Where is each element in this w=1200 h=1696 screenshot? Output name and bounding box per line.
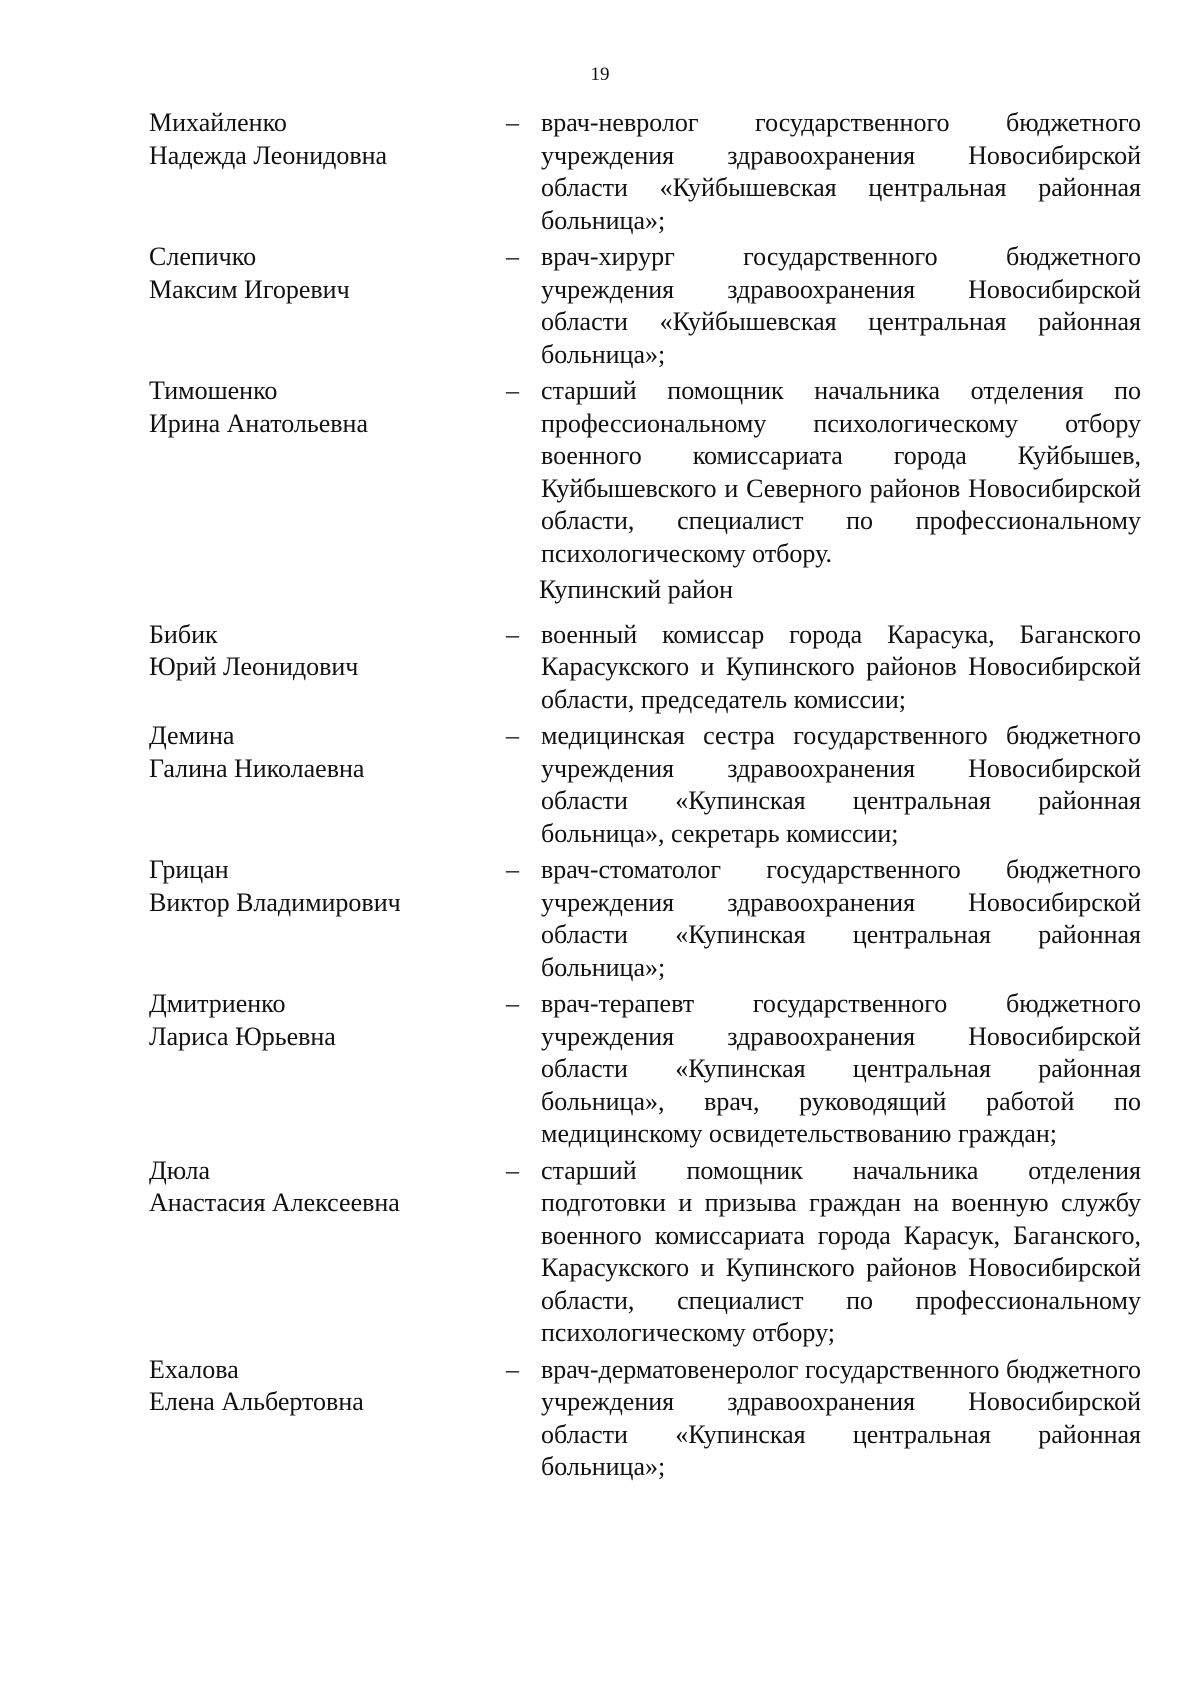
list-item (149, 241, 1141, 371)
commission-member-list (149, 107, 1141, 1488)
member-given-names: Виктор Владимирович (149, 887, 401, 917)
member-surname: Ехалова (149, 1354, 239, 1384)
member-role: врач-хирург государственного бюджетного учреждения здравоохранения Новосибирской области «Куйбышевская центральная районная больница»; (541, 242, 1141, 369)
member-name (149, 241, 489, 306)
member-name (149, 1155, 489, 1220)
member-role: старший помощник начальника отделения подготовки и призыва граждан на военную службу военного комиссариата города Карасук, Баганского, Карасукского и Купинского районов Новосибирской области, специалист по профессиональному психологическому отбору; (541, 1155, 1141, 1347)
dash-separator: – (506, 376, 519, 405)
member-surname: Тимошенко (149, 376, 278, 405)
member-given-names: Елена Альбертовна (149, 1387, 364, 1416)
member-role: врач-стоматолог государственного бюджетного учреждения здравоохранения Новосибирской области «Купинская центральная районная больница»; (541, 855, 1141, 982)
member-role: старший помощник начальника отделения по профессиональному психологическому отбору военного комиссариата города Куйбышев, Куйбышевского и Северного районов Новосибирской области, специалист по профессиональному психологическому отбору. (541, 376, 1141, 568)
member-surname: Бибик (149, 619, 218, 649)
member-given-names: Ирина Анатольевна (149, 408, 368, 438)
list-item (149, 107, 1141, 237)
member-name (149, 1354, 489, 1419)
member-given-names: Анастасия Алексеевна (149, 1188, 400, 1217)
section-heading: Купинский район (539, 575, 733, 604)
list-item (149, 375, 1141, 570)
dash-separator: – (506, 242, 519, 271)
list-item (149, 1354, 1141, 1484)
dash-separator: – (506, 108, 519, 137)
member-name (149, 375, 489, 440)
list-item (149, 988, 1141, 1151)
list-item (149, 619, 1141, 717)
member-role: врач-невролог государственного бюджетного учреждения здравоохранения Новосибирской области «Куйбышевская центральная районная больница»; (541, 108, 1141, 235)
member-name (149, 988, 489, 1053)
member-surname: Дюла (149, 1155, 211, 1185)
member-role: медицинская сестра государственного бюджетного учреждения здравоохранения Новосибирской области «Купинская центральная районная больница», секретарь комиссии; (541, 721, 1141, 848)
dash-separator: – (506, 721, 519, 750)
member-given-names: Максим Игоревич (149, 274, 350, 304)
member-given-names: Надежда Леонидовна (149, 140, 388, 170)
member-name (149, 107, 489, 172)
dash-separator: – (506, 619, 519, 649)
member-role: врач-дерматовенеролог государственного бюджетного учреждения здравоохранения Новосибирской области «Купинская центральная районная больница»; (541, 1354, 1141, 1481)
member-role: военный комиссар города Карасука, Баганского Карасукского и Купинского районов Новосибирской области, председатель комиссии; (541, 619, 1141, 714)
dash-separator: – (506, 1354, 519, 1384)
list-item (149, 1155, 1141, 1350)
member-name (149, 854, 489, 919)
member-surname: Грицан (149, 855, 229, 884)
page-number: 19 (590, 64, 610, 85)
member-role: врач-терапевт государственного бюджетного учреждения здравоохранения Новосибирской области «Купинская центральная районная больница», врач, руководящий работой по медицинскому освидетельствованию граждан; (541, 989, 1141, 1148)
member-given-names: Галина Николаевна (149, 753, 365, 783)
list-item (149, 854, 1141, 984)
list-item (149, 720, 1141, 850)
member-surname: Михайленко (149, 108, 287, 137)
member-name (149, 720, 489, 785)
dash-separator: – (506, 855, 519, 884)
member-given-names: Юрий Леонидович (149, 652, 359, 681)
dash-separator: – (506, 1155, 519, 1185)
member-surname: Слепичко (149, 242, 257, 271)
member-name (149, 619, 489, 684)
dash-separator: – (506, 989, 519, 1018)
member-surname: Дмитриенко (149, 989, 286, 1018)
member-surname: Демина (149, 721, 235, 750)
member-given-names: Лариса Юрьевна (149, 1021, 336, 1051)
